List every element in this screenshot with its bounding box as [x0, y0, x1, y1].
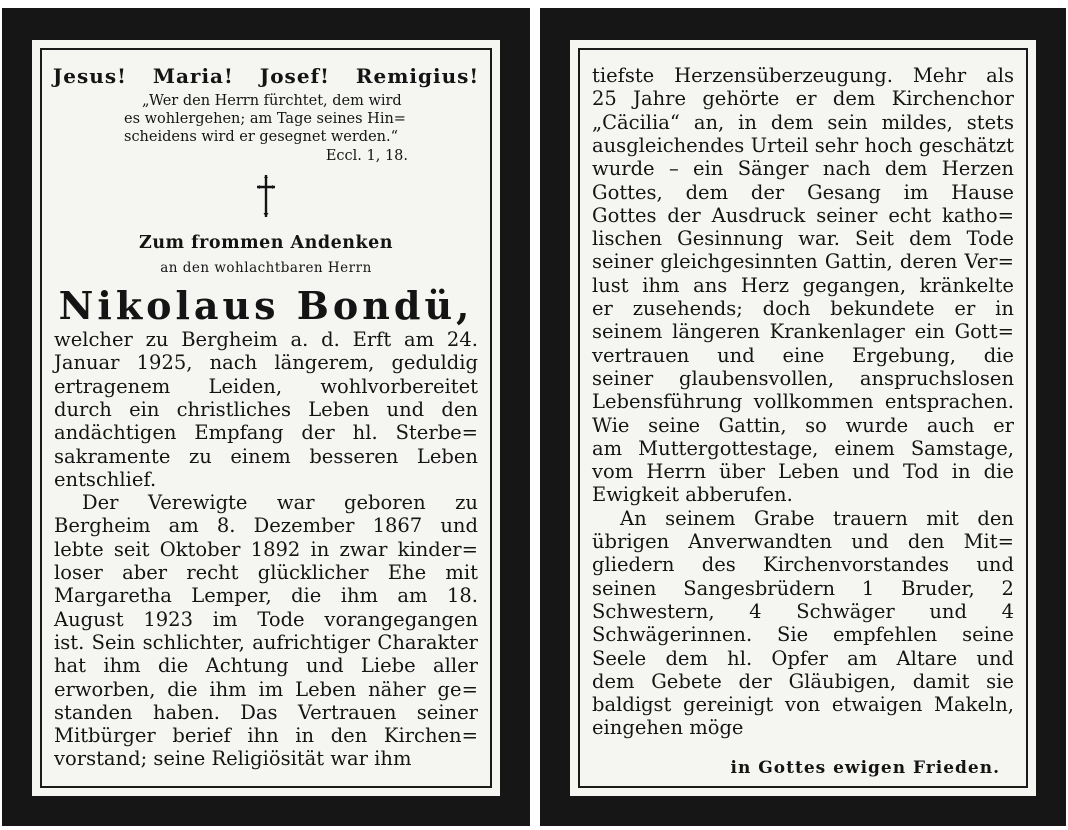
quote-line-1: „Wer den Herrn fürchtet, dem wird	[142, 93, 402, 109]
right-paper	[570, 40, 1036, 796]
right-text-line: „Cäcilia“ an, in dem sein mildes, stets	[592, 110, 1014, 134]
right-text-line: gliedern des Kirchenvorstandes und	[592, 553, 1014, 577]
right-text-line: seiner glaubensvollen, anspruchslosen	[592, 366, 1014, 390]
right-text-line: lischen Gesinnung war. Seit dem Tode	[592, 227, 1014, 251]
right-text-line: baldigst gereinigt von etwaigen Makeln,	[592, 693, 1014, 717]
right-text-line: An seinem Grabe trauern mit den	[620, 506, 1014, 530]
invocation-heading: Jesus! Maria! Josef! Remigius!	[52, 64, 480, 88]
right-text-line: vertrauen und eine Ergebung, die	[592, 343, 1014, 367]
quote-reference: Eccl. 1, 18.	[325, 148, 408, 164]
left-text-line: welcher zu Bergheim a. d. Erft am 24.	[54, 328, 478, 351]
right-text-line: vom Herrn über Leben und Tod in die	[592, 460, 1014, 484]
closing-line: in Gottes ewigen Frieden.	[730, 758, 1000, 778]
left-text-line: entschlief.	[54, 467, 157, 491]
left-text-line: sakramente zu einem besseren Leben	[54, 444, 478, 468]
quote-line-2: es wohlergehen; am Tage seines Hin=	[124, 111, 406, 127]
left-text-line: vorstand; seine Religiösität war ihm	[54, 747, 412, 771]
right-text-line: Seele dem hl. Opfer am Altare und	[592, 646, 1014, 670]
right-text-line: seinen Sangesbrüdern 1 Bruder, 2	[592, 576, 1014, 600]
left-card	[2, 8, 530, 826]
left-paper	[32, 40, 500, 796]
right-text-line: seinem längeren Krankenlager ein Gott=	[592, 320, 1014, 344]
right-text-line: übrigen Anverwandten und den Mit=	[592, 530, 1014, 553]
right-text-line: Wie seine Gattin, so wurde auch er	[592, 413, 1014, 437]
left-text-line: Mitbürger berief ihn in den Kirchen=	[54, 724, 478, 748]
right-text-line: tiefste Herzensüberzeugung. Mehr als	[592, 64, 1014, 87]
right-text-line: er zusehends; doch bekundete er in	[592, 297, 1014, 320]
right-text-line: ausgleichendes Urteil sehr hoch geschätzt	[592, 133, 1014, 157]
right-text-line: Schwägerinnen. Sie empfehlen seine	[592, 623, 1014, 647]
left-text-line: ertragenem Leiden, wohlvorbereitet	[54, 374, 478, 398]
left-text-line: loser aber recht glücklicher Ehe mit	[54, 561, 478, 584]
right-text-line: lust ihm ans Herz gegangen, kränkelte	[592, 273, 1014, 297]
right-text-line: 25 Jahre gehörte er dem Kirchenchor	[592, 87, 1014, 111]
left-text-line: Bergheim am 8. Dezember 1867 und	[54, 514, 478, 538]
left-text-line: andächtigen Empfang der hl. Sterbe=	[54, 421, 478, 445]
memorial-subtitle: an den wohlachtbaren Herrn	[160, 260, 372, 276]
right-text-line: Lebensführung vollkommen entsprachen.	[592, 390, 1014, 414]
left-text-line: Januar 1925, nach längerem, geduldig	[54, 351, 478, 375]
left-text-line: erworben, die ihm im Leben näher ge=	[54, 677, 478, 701]
memorial-title: Zum frommen Andenken	[139, 233, 393, 253]
right-text-line: Schwestern, 4 Schwäger und 4	[592, 599, 1014, 623]
cross-icon	[254, 174, 278, 218]
right-text-line: seiner gleichgesinnten Gattin, deren Ver=	[592, 250, 1014, 274]
deceased-name: Nikolaus Bondü,	[58, 283, 474, 328]
left-text-line: ist. Sein schlichter, aufrichtiger Charakter	[54, 630, 478, 654]
left-text-line: standen haben. Das Vertrauen seiner	[54, 700, 478, 724]
left-text-line: Der Verewigte war geboren zu	[82, 491, 478, 515]
right-card	[540, 8, 1066, 826]
right-text-line: eingehen möge	[592, 716, 744, 740]
left-text-line: August 1923 im Tode vorangegangen	[54, 607, 478, 631]
right-text-line: Gottes, dem der Gesang im Hause	[592, 180, 1014, 204]
left-text-line: durch ein christliches Leben und den	[54, 397, 478, 421]
right-text-line: Ewigkeit abberufen.	[592, 483, 793, 507]
right-text-line: Gottes der Ausdruck seiner echt katho=	[592, 203, 1014, 227]
right-text-line: am Muttergottestage, einem Samstage,	[592, 436, 1014, 460]
left-text-line: lebte seit Oktober 1892 in zwar kinder=	[54, 537, 478, 561]
left-text-line: Margaretha Lemper, die ihm am 18.	[54, 584, 478, 608]
quote-line-3: scheidens wird er gesegnet werden.“	[124, 129, 399, 145]
right-text-line: dem Gebete der Gläubigen, damit sie	[592, 669, 1014, 693]
left-text-line: hat ihm die Achtung und Liebe aller	[54, 654, 478, 678]
right-text-line: wurde – ein Sänger nach dem Herzen	[592, 157, 1014, 181]
